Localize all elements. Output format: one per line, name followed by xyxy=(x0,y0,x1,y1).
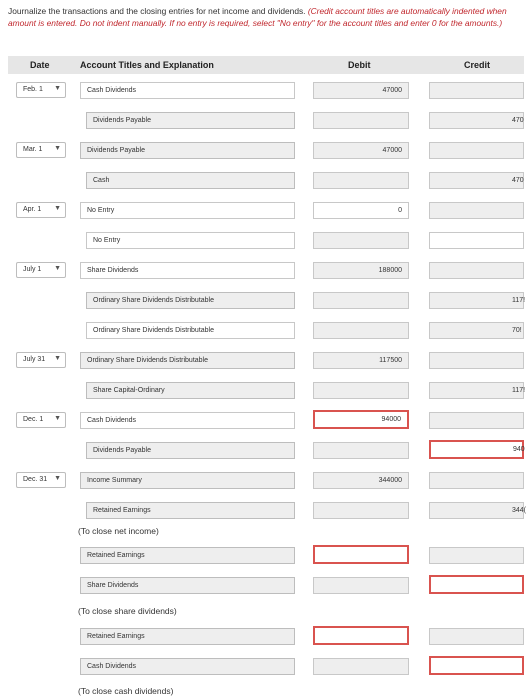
account-field[interactable]: Cash xyxy=(86,172,295,189)
credit-field[interactable] xyxy=(429,547,524,564)
header-date: Date xyxy=(30,60,50,70)
account-field[interactable]: Ordinary Share Dividends Distributable xyxy=(86,292,295,309)
account-field[interactable]: Ordinary Share Dividends Distributable xyxy=(86,322,295,339)
date-value: Dec. 1 xyxy=(23,416,44,423)
instructions-emphasis: (Credit account titles are automatically indented when amount is entered. Do not indent manually. If no entry is required, select "No entry" for the account titles and enter 0 for the amounts.) xyxy=(8,6,507,28)
account-field[interactable]: Share Capital-Ordinary xyxy=(86,382,295,399)
account-field[interactable]: Dividends Payable xyxy=(86,112,295,129)
debit-field[interactable] xyxy=(313,442,409,459)
credit-field[interactable] xyxy=(429,262,524,279)
chevron-down-icon: ▼ xyxy=(54,85,61,92)
date-value: Apr. 1 xyxy=(23,206,42,213)
credit-field[interactable] xyxy=(429,202,524,219)
credit-value: 940 xyxy=(513,446,525,453)
account-field[interactable]: Cash Dividends xyxy=(80,412,295,429)
debit-field[interactable] xyxy=(313,172,409,189)
header-account: Account Titles and Explanation xyxy=(80,60,214,70)
debit-field[interactable] xyxy=(313,232,409,249)
credit-value: 470 xyxy=(512,177,524,184)
header-debit: Debit xyxy=(348,60,371,70)
chevron-down-icon: ▼ xyxy=(54,415,61,422)
date-value: July 1 xyxy=(23,266,42,273)
date-select[interactable] xyxy=(16,262,66,278)
account-field[interactable]: No Entry xyxy=(86,232,295,249)
debit-field[interactable] xyxy=(313,502,409,519)
debit-field[interactable]: 94000 xyxy=(313,410,409,429)
credit-value: 70! xyxy=(512,327,522,334)
credit-field[interactable] xyxy=(429,382,524,399)
debit-field[interactable] xyxy=(313,658,409,675)
account-field[interactable]: Income Summary xyxy=(80,472,295,489)
date-select[interactable] xyxy=(16,202,66,218)
credit-field[interactable] xyxy=(429,172,524,189)
credit-field[interactable] xyxy=(429,412,524,429)
credit-field[interactable] xyxy=(429,440,524,459)
credit-value: 470 xyxy=(512,117,524,124)
debit-field[interactable]: 344000 xyxy=(313,472,409,489)
debit-field[interactable]: 0 xyxy=(313,202,409,219)
debit-field[interactable] xyxy=(313,292,409,309)
account-field[interactable]: Dividends Payable xyxy=(80,142,295,159)
credit-field[interactable] xyxy=(429,82,524,99)
date-value: Feb. 1 xyxy=(23,86,43,93)
credit-field[interactable] xyxy=(429,142,524,159)
debit-field[interactable]: 47000 xyxy=(313,82,409,99)
debit-field[interactable] xyxy=(313,626,409,645)
credit-field[interactable] xyxy=(429,232,524,249)
note-close-net-income: (To close net income) xyxy=(78,526,159,536)
credit-field[interactable] xyxy=(429,112,524,129)
debit-field[interactable] xyxy=(313,545,409,564)
credit-field[interactable] xyxy=(429,502,524,519)
credit-value: 117! xyxy=(512,297,526,304)
credit-field[interactable] xyxy=(429,352,524,369)
debit-field[interactable] xyxy=(313,382,409,399)
debit-field[interactable]: 47000 xyxy=(313,142,409,159)
account-field[interactable]: Share Dividends xyxy=(80,262,295,279)
account-field[interactable]: Retained Earnings xyxy=(80,547,295,564)
credit-field[interactable] xyxy=(429,322,524,339)
date-select[interactable] xyxy=(16,412,66,428)
account-field[interactable]: Ordinary Share Dividends Distributable xyxy=(80,352,295,369)
date-value: Dec. 31 xyxy=(23,476,48,483)
account-field[interactable]: Cash Dividends xyxy=(80,658,295,675)
debit-field[interactable] xyxy=(313,112,409,129)
credit-value: 117! xyxy=(512,387,526,394)
debit-field[interactable]: 188000 xyxy=(313,262,409,279)
header-credit: Credit xyxy=(464,60,491,70)
credit-field[interactable] xyxy=(429,472,524,489)
credit-field[interactable] xyxy=(429,656,524,675)
date-select[interactable] xyxy=(16,82,66,98)
note-close-cash-dividends: (To close cash dividends) xyxy=(78,686,174,696)
account-field[interactable]: Retained Earnings xyxy=(80,628,295,645)
account-field[interactable]: Dividends Payable xyxy=(86,442,295,459)
instructions xyxy=(8,5,508,29)
chevron-down-icon: ▼ xyxy=(54,145,61,152)
note-close-share-dividends: (To close share dividends) xyxy=(78,606,177,616)
account-field[interactable]: No Entry xyxy=(80,202,295,219)
account-field[interactable]: Retained Earnings xyxy=(86,502,295,519)
debit-field[interactable] xyxy=(313,577,409,594)
chevron-down-icon: ▼ xyxy=(54,265,61,272)
credit-field[interactable] xyxy=(429,292,524,309)
account-field[interactable]: Cash Dividends xyxy=(80,82,295,99)
debit-field[interactable]: 117500 xyxy=(313,352,409,369)
account-field[interactable]: Share Dividends xyxy=(80,577,295,594)
chevron-down-icon: ▼ xyxy=(54,475,61,482)
instructions-text: Journalize the transactions and the closing entries for net income and dividends. xyxy=(8,6,308,16)
date-value: Mar. 1 xyxy=(23,146,43,153)
chevron-down-icon: ▼ xyxy=(54,355,61,362)
date-select[interactable] xyxy=(16,352,66,368)
credit-field[interactable] xyxy=(429,628,524,645)
date-select[interactable] xyxy=(16,472,66,488)
date-value: July 31 xyxy=(23,356,46,363)
debit-field[interactable] xyxy=(313,322,409,339)
credit-value: 344( xyxy=(512,507,526,514)
credit-field[interactable] xyxy=(429,575,524,594)
chevron-down-icon: ▼ xyxy=(54,205,61,212)
date-select[interactable] xyxy=(16,142,66,158)
